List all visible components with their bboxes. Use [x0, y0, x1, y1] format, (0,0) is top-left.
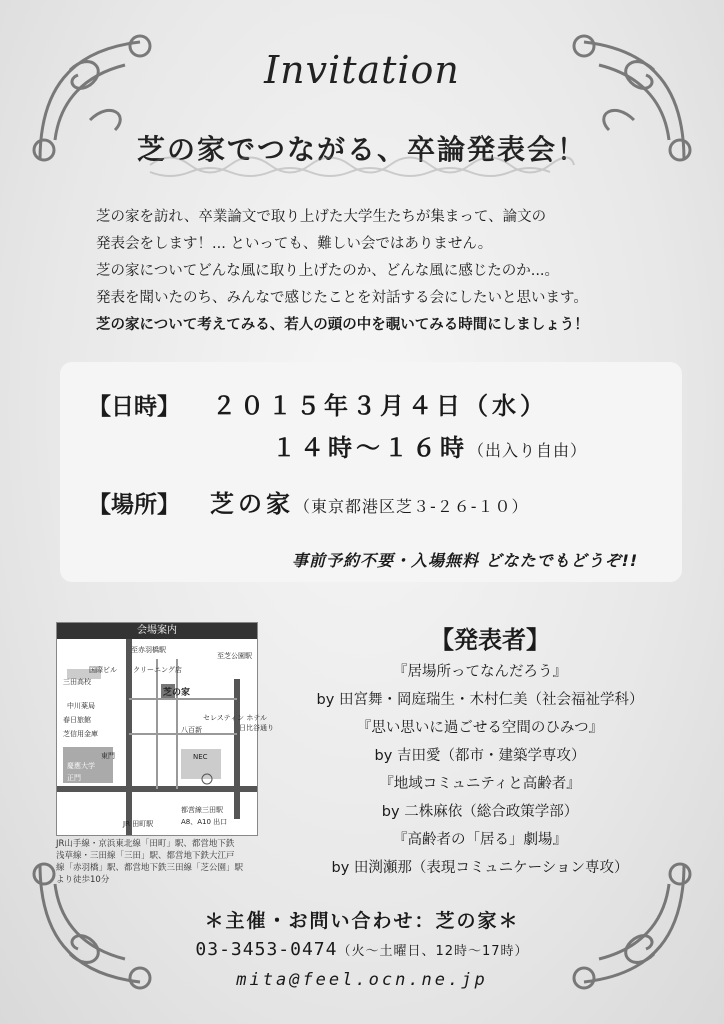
- map-label-mita-station: 都営線三田駅: [181, 806, 223, 814]
- map-label-mita-high: 三田高校: [63, 678, 91, 686]
- map-label-shibakoen: 至芝公園駅: [217, 652, 252, 660]
- map-label-nec: NEC: [193, 753, 208, 761]
- organizer-line: ＊主催・お問い合わせ：芝の家＊: [204, 910, 520, 932]
- admission-note: 事前予約不要・入場無料 どなたでもどうぞ!!: [292, 551, 639, 570]
- time-range: １４時～１６時: [272, 434, 468, 462]
- map-heading: 会場案内: [57, 623, 257, 639]
- map-label-higashimon: 東門: [101, 752, 115, 760]
- map-label-shibashin: 芝信用金庫: [63, 730, 98, 738]
- date-label: 【日時】: [88, 394, 180, 420]
- map-label-kokusai: 国際ビル: [89, 666, 117, 674]
- intro-bold-line: 芝の家について考えてみる、若人の頭の中を覗いてみる時間にしましょう！: [96, 317, 589, 333]
- map-label-hyakunichi: 八百新: [181, 726, 202, 734]
- speakers-list: [270, 658, 690, 882]
- place-value: [210, 484, 529, 519]
- email-address[interactable]: mita@feel.ocn.ne.jp: [236, 970, 488, 990]
- map-label-kasuga: 春日旅館: [63, 716, 91, 724]
- phone-number[interactable]: 03-3453-0474: [195, 939, 338, 960]
- speaker-title: 『高齢者の「居る」劇場』: [393, 832, 567, 848]
- map-label-exit: A8、A10 出口: [181, 818, 228, 826]
- speaker-title: 『居場所ってなんだろう』: [393, 664, 567, 680]
- place-name: 芝の家: [210, 490, 294, 518]
- phone-hours: （火～土曜日、12時～17時）: [337, 944, 529, 959]
- map-label-celestine: セレスティン ホテル: [203, 714, 267, 722]
- map-label-akabanebashi: 至赤羽橋駅: [131, 646, 166, 654]
- map-label-seimon: 正門: [67, 774, 81, 782]
- place-label: 【場所】: [88, 492, 180, 518]
- map-caption: [56, 838, 266, 886]
- speaker-by: by 田宮舞・岡庭瑞生・木村仁美（社会福祉学科）: [316, 692, 644, 708]
- contact-block: [0, 906, 724, 994]
- place-address: （東京都港区芝３-２６-１０）: [294, 497, 529, 516]
- lace-divider: [150, 150, 574, 180]
- map-label-keio: 慶應大学: [67, 762, 95, 770]
- speaker-title: 『思い思いに過ごせる空間のひみつ』: [356, 720, 604, 736]
- map-label-hibiya: 日比谷通り: [239, 724, 274, 732]
- map-label-jr-tamachi: JR 田町駅: [123, 820, 154, 828]
- intro-line: 発表会をします！... といっても、難しい会ではありません。: [96, 236, 493, 252]
- intro-line: 芝の家を訪れ、卒業論文で取り上げた大学生たちが集まって、論文の: [96, 209, 547, 225]
- event-subtitle: 芝の家でつながる、卒論発表会！: [136, 133, 587, 166]
- map-caption-line: JR山手線・京浜東北線「田町」駅、都営地下鉄: [56, 839, 235, 849]
- time-note: （出入り自由）: [468, 441, 588, 460]
- map-caption-line: 線「赤羽橋」駅、都営地下鉄三田線「芝公園」駅: [56, 863, 244, 873]
- phone-line: [0, 936, 724, 966]
- map-label-nakagawa: 中川薬局: [67, 702, 95, 710]
- venue-map: [56, 622, 274, 836]
- invitation-title: Invitation: [264, 48, 460, 92]
- intro-line: 発表を聞いたのち、みんなで感じたことを対話する会にしたいと思います。: [96, 290, 588, 306]
- map-caption-line: 浅草線・三田線「三田」駅、都営地下鉄大江戸: [56, 851, 235, 861]
- speaker-title: 『地域コミュニティと高齢者』: [379, 776, 581, 792]
- map-label-cleaning: クリーニング店: [133, 666, 182, 674]
- map-label-venue: 芝の家: [163, 688, 191, 698]
- speaker-by: by 田渕瀬那（表現コミュニケーション専攻）: [331, 860, 629, 876]
- date-value: ２０１５年３月４日（水）: [212, 392, 548, 420]
- map-caption-line: より徒歩10分: [56, 875, 110, 885]
- intro-text: [96, 204, 656, 339]
- speaker-by: by 二株麻依（総合政策学部）: [381, 804, 579, 820]
- speaker-by: by 吉田愛（都市・建築学専攻）: [374, 748, 586, 764]
- intro-line: 芝の家についてどんな風に取り上げたのか、どんな風に感じたのか...。: [96, 263, 560, 279]
- time-value: [272, 428, 587, 463]
- speakers-heading: 【発表者】: [430, 626, 550, 654]
